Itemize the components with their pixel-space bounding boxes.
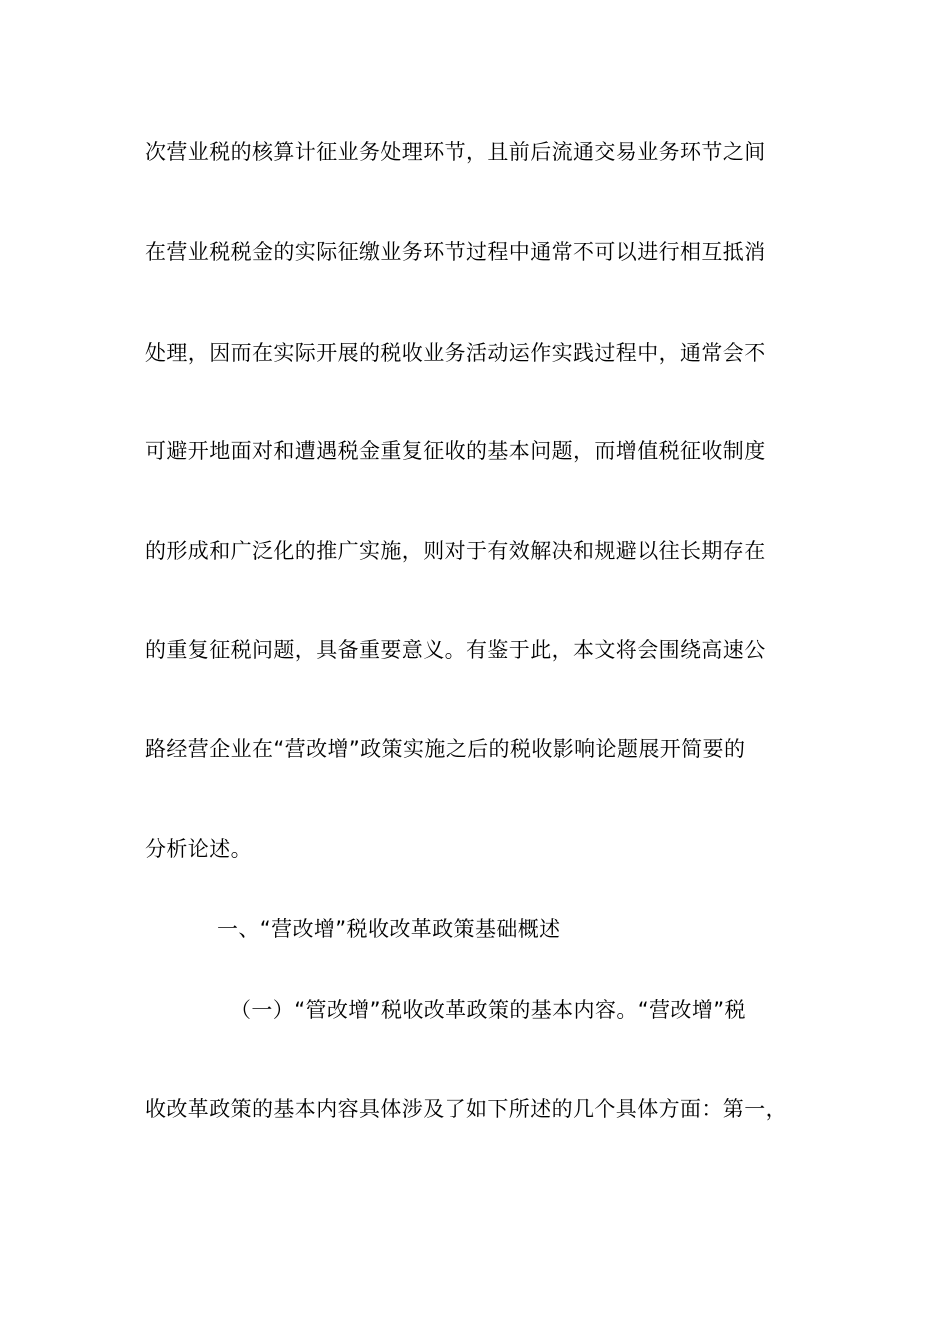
body-text-line: 收改革政策的基本内容具体涉及了如下所述的几个具体方面：第一， <box>145 1097 787 1121</box>
body-text-line: 分析论述。 <box>145 837 252 861</box>
subsection-text-line: （一）“管改增”税收改革政策的基本内容。“营改增”税 <box>230 998 746 1022</box>
body-text-line: 路经营企业在“营改增”政策实施之后的税收影响论题展开简要的 <box>145 737 746 761</box>
body-text-line: 处理，因而在实际开展的税收业务活动运作实践过程中，通常会不 <box>145 341 766 365</box>
body-text-line: 可避开地面对和遭遇税金重复征收的基本问题，而增值税征收制度 <box>145 439 766 463</box>
body-text-line: 的形成和广泛化的推广实施，则对于有效解决和规避以往长期存在 <box>145 539 766 563</box>
body-text-line: 的重复征税问题，具备重要意义。有鉴于此，本文将会围绕高速公 <box>145 638 766 662</box>
body-text-line: 次营业税的核算计征业务处理环节，且前后流通交易业务环节之间 <box>145 140 766 164</box>
body-text-line: 在营业税税金的实际征缴业务环节过程中通常不可以进行相互抵消 <box>145 240 766 264</box>
section-heading: 一、“营改增”税收改革政策基础概述 <box>217 917 561 941</box>
